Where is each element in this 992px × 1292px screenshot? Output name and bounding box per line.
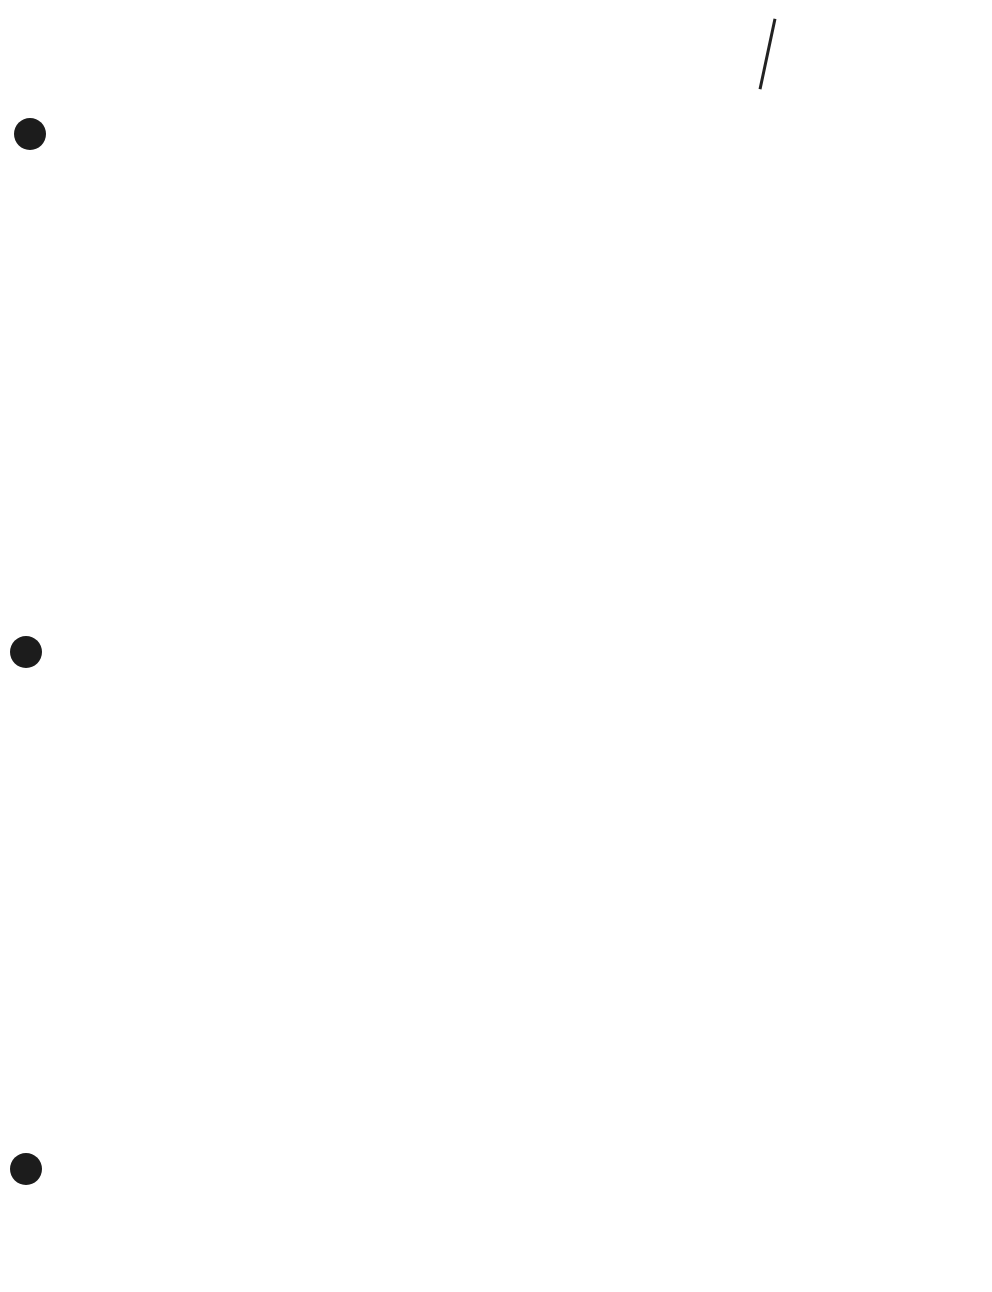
punch-hole-middle [10,636,42,668]
punch-hole-bottom [10,1153,42,1185]
handwritten-slash [759,18,777,89]
punch-hole-top [14,118,46,150]
archive-stamp [78,10,92,44]
